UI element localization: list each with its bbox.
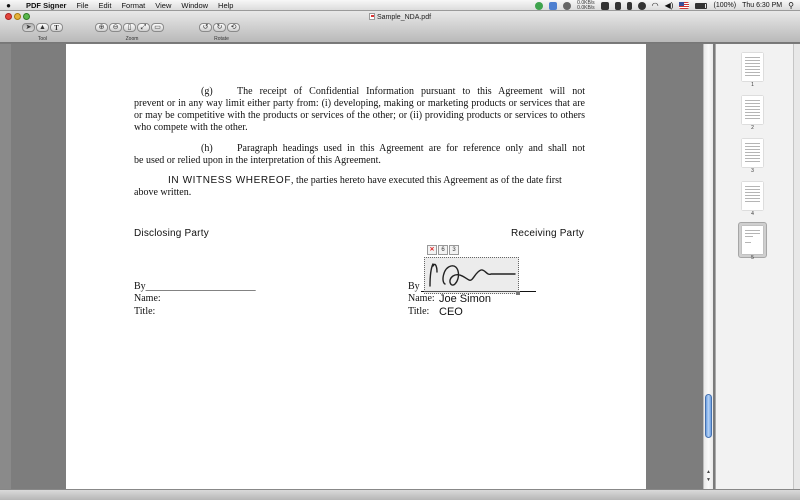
rotate-icon: 3 xyxy=(452,247,456,253)
network-monitor[interactable] xyxy=(577,1,595,11)
menu-window[interactable]: Window xyxy=(181,1,209,10)
spotlight-icon[interactable]: ⚲ xyxy=(788,1,794,10)
thumbnail-page-3[interactable] xyxy=(742,139,763,167)
copy-icon: 6 xyxy=(441,247,445,253)
pdf-file-icon xyxy=(369,13,375,20)
name-label-right: Name: xyxy=(408,293,435,304)
activity-icon[interactable] xyxy=(563,2,571,10)
close-icon: ✕ xyxy=(429,247,435,253)
scrollbar-thumb[interactable] xyxy=(705,394,712,438)
fit-page-button[interactable] xyxy=(151,23,164,32)
name-field[interactable]: Joe Simon xyxy=(439,293,491,305)
thumbnail-number: 2 xyxy=(751,125,754,131)
clock[interactable]: Thu 6:30 PM xyxy=(742,2,783,9)
zoom-out-icon: ⊖ xyxy=(112,24,119,31)
menu-format[interactable]: Format xyxy=(121,1,146,10)
rotate-left-button[interactable] xyxy=(199,23,212,32)
para-h-number: (h) xyxy=(201,143,213,154)
scroll-up-arrow-icon[interactable]: ▲ xyxy=(706,469,711,475)
time-machine-icon[interactable] xyxy=(638,2,646,10)
para-g-number: (g) xyxy=(201,86,213,97)
status-app-icon[interactable] xyxy=(535,2,543,10)
tool-label: Tool xyxy=(37,36,48,42)
sync-icon[interactable] xyxy=(549,2,557,10)
thumbnail-page-2[interactable] xyxy=(742,96,763,124)
rotate-signature-button[interactable] xyxy=(449,245,459,255)
status-menus xyxy=(535,0,794,11)
scroll-down-arrow-icon[interactable]: ▼ xyxy=(706,477,711,483)
para-g-first-line: The receipt of Confidential Information pursuant to this Agreement will not xyxy=(237,86,585,97)
battery-percent: (100%) xyxy=(713,2,737,9)
signature-annotation[interactable] xyxy=(424,257,519,294)
net-down: 0.0KB/s xyxy=(577,4,595,11)
by-line-right: By xyxy=(408,281,420,292)
zoom-in-icon: ⊕ xyxy=(98,24,105,31)
window-title xyxy=(0,13,800,21)
title-label-left: Title: xyxy=(134,306,156,317)
witness-line-2: above written. xyxy=(134,187,192,198)
para-h-body: be used or relied upon in the interpretation of this Agreement. xyxy=(134,155,381,166)
delete-signature-button[interactable] xyxy=(427,245,437,255)
menu-help[interactable]: Help xyxy=(218,1,234,10)
menu-app-name[interactable]: PDF Signer xyxy=(26,1,67,10)
window-title-text: Sample_NDA.pdf xyxy=(376,14,432,21)
volume-icon[interactable]: ◀) xyxy=(664,1,674,10)
name-label-left: Name: xyxy=(134,293,161,304)
wifi-icon[interactable]: ◠ xyxy=(651,1,659,10)
lock-icon[interactable] xyxy=(615,2,621,10)
handwritten-signature xyxy=(425,258,520,295)
thumbnail-number-selected: 5 xyxy=(751,255,754,261)
net-up: 0.0KB/s xyxy=(577,0,595,6)
title-field[interactable]: CEO xyxy=(439,306,463,318)
witness-caps: IN WITNESS WHEREOF xyxy=(168,175,292,186)
bluetooth-icon[interactable] xyxy=(627,2,632,10)
zoom-out-button[interactable] xyxy=(109,23,122,32)
witness-clause xyxy=(168,175,585,187)
document-scrollbar[interactable] xyxy=(703,44,713,489)
fit-width-button[interactable] xyxy=(137,23,150,32)
window-toolbar xyxy=(0,11,800,43)
rotate-reset-icon: ⟲ xyxy=(230,24,237,31)
display-icon[interactable] xyxy=(601,2,609,10)
rotate-label: Rotate xyxy=(214,36,229,42)
menu-view[interactable]: View xyxy=(155,1,172,10)
copy-signature-button[interactable] xyxy=(438,245,448,255)
receiving-party-heading: Receiving Party xyxy=(511,228,585,239)
select-tool-button[interactable] xyxy=(22,23,35,32)
actual-size-button[interactable] xyxy=(123,23,136,32)
fit-width-icon: ⤢ xyxy=(140,24,147,31)
thumbnail-number: 1 xyxy=(751,82,754,88)
rotate-left-icon: ↺ xyxy=(202,24,209,31)
arrow-pointer-icon: ➤ xyxy=(25,24,32,31)
title-label-right: Title: xyxy=(408,306,430,317)
menu-edit[interactable]: Edit xyxy=(98,1,112,10)
thumbnail-page-1[interactable] xyxy=(742,53,763,81)
thumbnail-number: 3 xyxy=(751,168,754,174)
para-g-body: prevent or in any way limit either party from: (i) developing, making or marketing products or services that are or may be competitive with the products or services of the other; or (ii) providing products or services to others who compete with the other. xyxy=(134,98,585,133)
thumbnail-page-4[interactable] xyxy=(742,182,763,210)
left-gutter xyxy=(0,44,11,489)
page-thumbnails-sidebar xyxy=(715,44,800,489)
para-h-first-line: Paragraph headings used in this Agreement are for reference only and shall not xyxy=(237,143,585,154)
zoom-group xyxy=(95,23,164,34)
text-tool-button[interactable] xyxy=(50,23,63,32)
sign-tool-button[interactable] xyxy=(36,23,49,32)
by-line-left: By______________________ xyxy=(134,281,256,292)
battery-icon[interactable] xyxy=(695,3,707,9)
sidebar-scrollbar[interactable] xyxy=(793,44,800,489)
zoom-label: Zoom xyxy=(125,36,139,42)
input-flag-icon[interactable] xyxy=(679,2,689,9)
witness-rest: , the parties hereto have executed this Agreement as of the date first xyxy=(291,175,562,186)
pdf-page[interactable] xyxy=(66,44,646,489)
actual-size-icon: ▯ xyxy=(127,24,132,31)
rotate-right-button[interactable] xyxy=(213,23,226,32)
text-tool-icon: T xyxy=(54,24,59,32)
thumbnail-page-5[interactable] xyxy=(742,226,763,254)
rotate-right-icon: ↻ xyxy=(216,24,223,31)
fit-page-icon: ▭ xyxy=(154,24,161,31)
menu-bar xyxy=(0,0,800,11)
zoom-in-button[interactable] xyxy=(95,23,108,32)
menu-file[interactable]: File xyxy=(76,1,89,10)
thumbnail-number: 4 xyxy=(751,211,754,217)
menu-list xyxy=(26,0,233,11)
tool-group xyxy=(22,23,63,34)
disclosing-party-heading: Disclosing Party xyxy=(134,228,209,239)
rotate-reset-button[interactable] xyxy=(227,23,240,32)
apple-menu-icon[interactable]: ● xyxy=(6,1,11,10)
bottom-bar xyxy=(0,489,800,500)
rotate-group xyxy=(199,23,240,34)
stamp-icon: ▲ xyxy=(39,24,46,31)
resize-handle[interactable] xyxy=(516,291,520,295)
